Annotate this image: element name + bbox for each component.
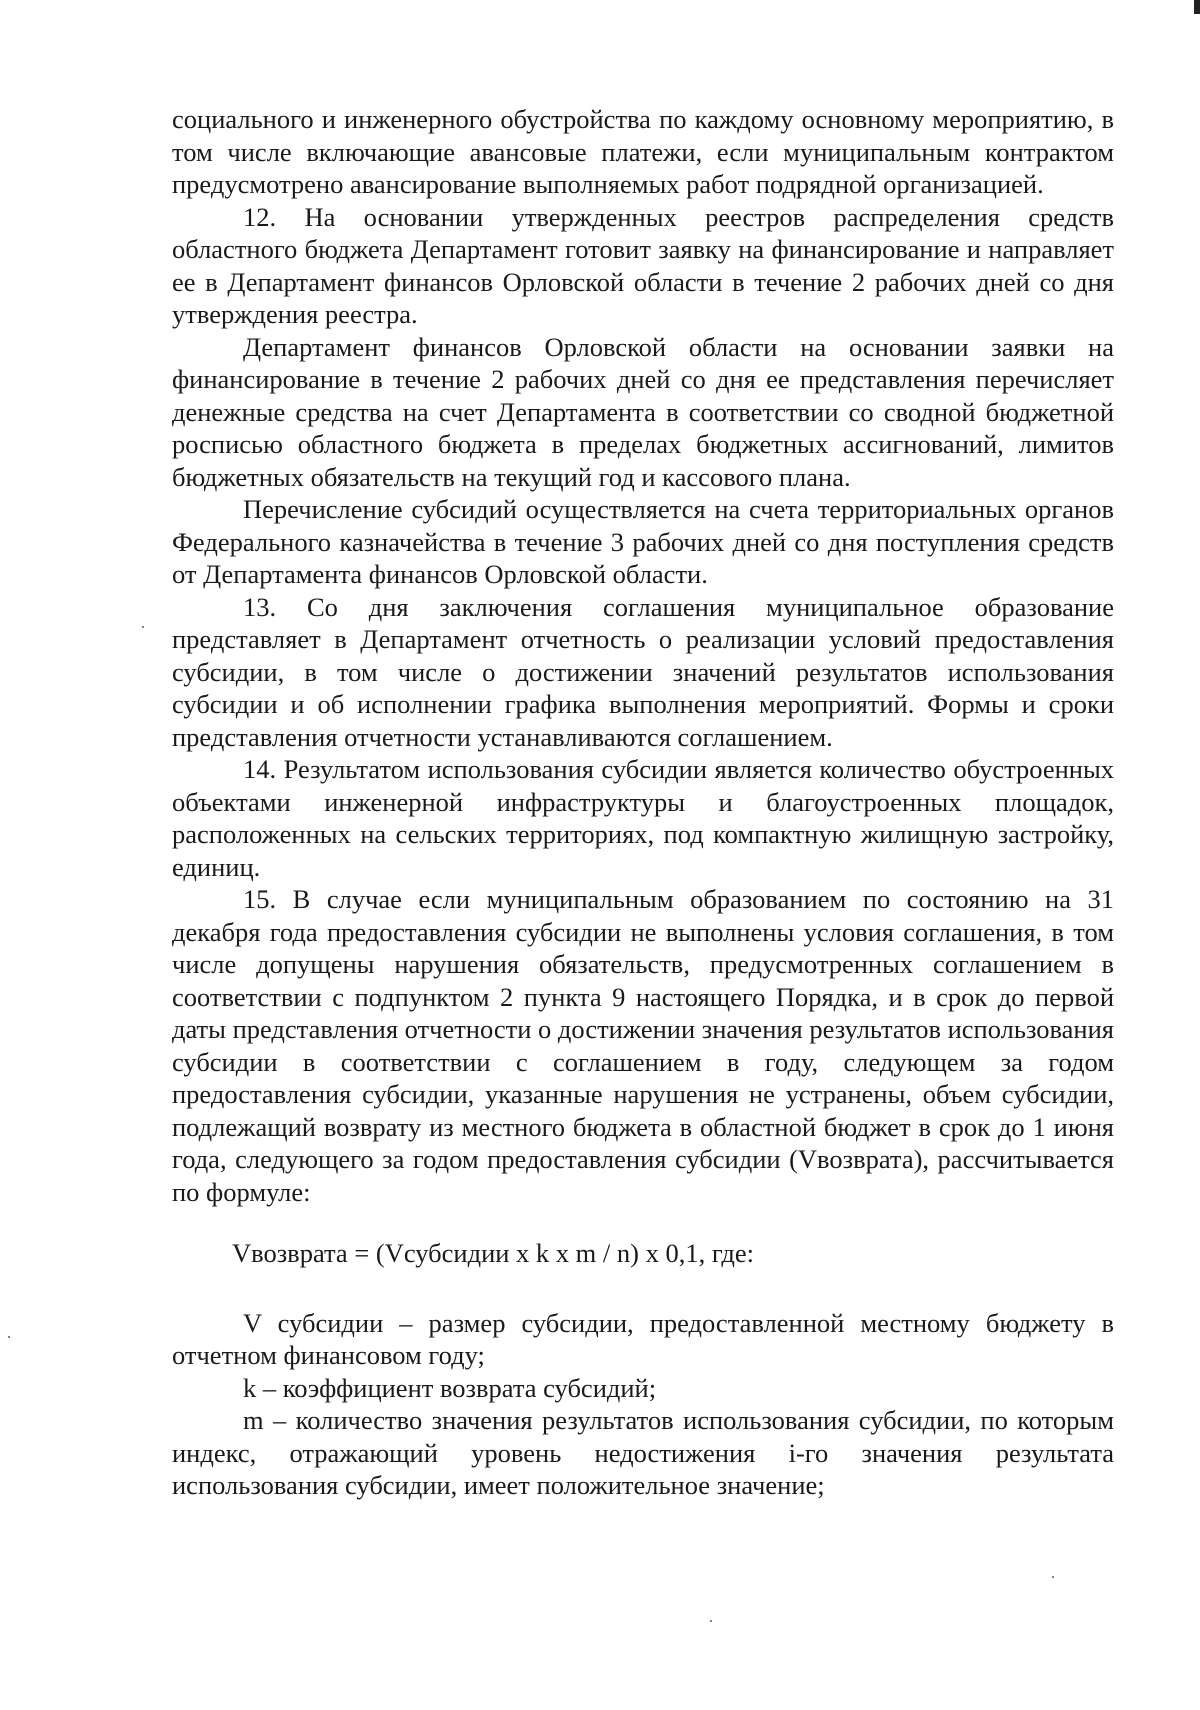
paragraph-item-14: 14. Результатом использования субсидии является количество обустроенных объектами инженерной инфраструктуры и благоустроенных площадок, расположенных на сельских территориях, под компактную жилищную застройку, единиц. bbox=[172, 754, 1114, 882]
paragraph-item-12: 12. На основании утвержденных реестров распределения средств областного бюджета Департамент готовит заявку на финансирование и направляет ее в Департамент финансов Орловской области в течение 2 рабочих дней со дня утверждения реестра. bbox=[172, 201, 1114, 329]
paragraph-transfer: Перечисление субсидий осуществляется на счета территориальных органов Федерального казначейства в течение 3 рабочих дней со дня поступления средств от Департамента финансов Орловской области. bbox=[172, 494, 1114, 589]
definition-v-subsidy: V субсидии – размер субсидии, предоставленной местному бюджету в отчетном финансовом году; bbox=[172, 1307, 1114, 1370]
scan-corner-mark bbox=[1194, 0, 1200, 14]
paragraph-continuation: социального и инженерного обустройства по каждому основному мероприятию, в том числе включающие авансовые платежи, если муниципальным контрактом предусмотрено авансирование выполняемых работ подрядной организацией. bbox=[172, 104, 1114, 199]
definition-k: k – коэффициент возврата субсидий; bbox=[243, 1372, 657, 1403]
scan-speck bbox=[8, 1336, 10, 1338]
paragraph-item-13: 13. Со дня заключения соглашения муниципальное образование представляет в Департамент отчетность о реализации условий предоставления субсидии, в том числе о достижении значений результатов использования субсидии и об исполнении графика выполнения мероприятий. Формы и сроки представления отчетности устанавливаются соглашением. bbox=[172, 591, 1114, 752]
definition-m: m – количество значения результатов использования субсидии, по которым индекс, отражающий уровень недостижения i-го значения результата использования субсидии, имеет положительное значение; bbox=[172, 1405, 1114, 1500]
scan-speck bbox=[1052, 1576, 1054, 1578]
scan-speck bbox=[142, 626, 144, 628]
paragraph-item-15: 15. В случае если муниципальным образованием по состоянию на 31 декабря года предоставления субсидии не выполнены условия соглашения, в том числе допущены нарушения обязательств, предусмотренных соглашением в соответствии с подпунктом 2 пункта 9 настоящего Порядка, и в срок до первой даты представления отчетности о достижении значения результатов использования субсидии в соответствии с соглашением в году, следующем за годом предоставления субсидии, указанные нарушения не устранены, объем субсидии, подлежащий возврату из местного бюджета в областной бюджет в срок до 1 июня года, следующего за годом предоставления субсидии (Vвозврата), рассчитывается по формуле: bbox=[172, 884, 1114, 1207]
paragraph-finance-department: Департамент финансов Орловской области на основании заявки на финансирование в течение 2 рабочих дней со дня ее представления перечисляет денежные средства на счет Департамента в соответствии со сводной бюджетной росписью областного бюджета в пределах бюджетных ассигнований, лимитов бюджетных обязательств на текущий год и кассового плана. bbox=[172, 331, 1114, 492]
formula-line: Vвозврата = (Vсубсидии x k x m / n) x 0,1, где: bbox=[232, 1238, 755, 1268]
scan-speck bbox=[710, 1620, 712, 1622]
document-page bbox=[172, 103, 1114, 1502]
